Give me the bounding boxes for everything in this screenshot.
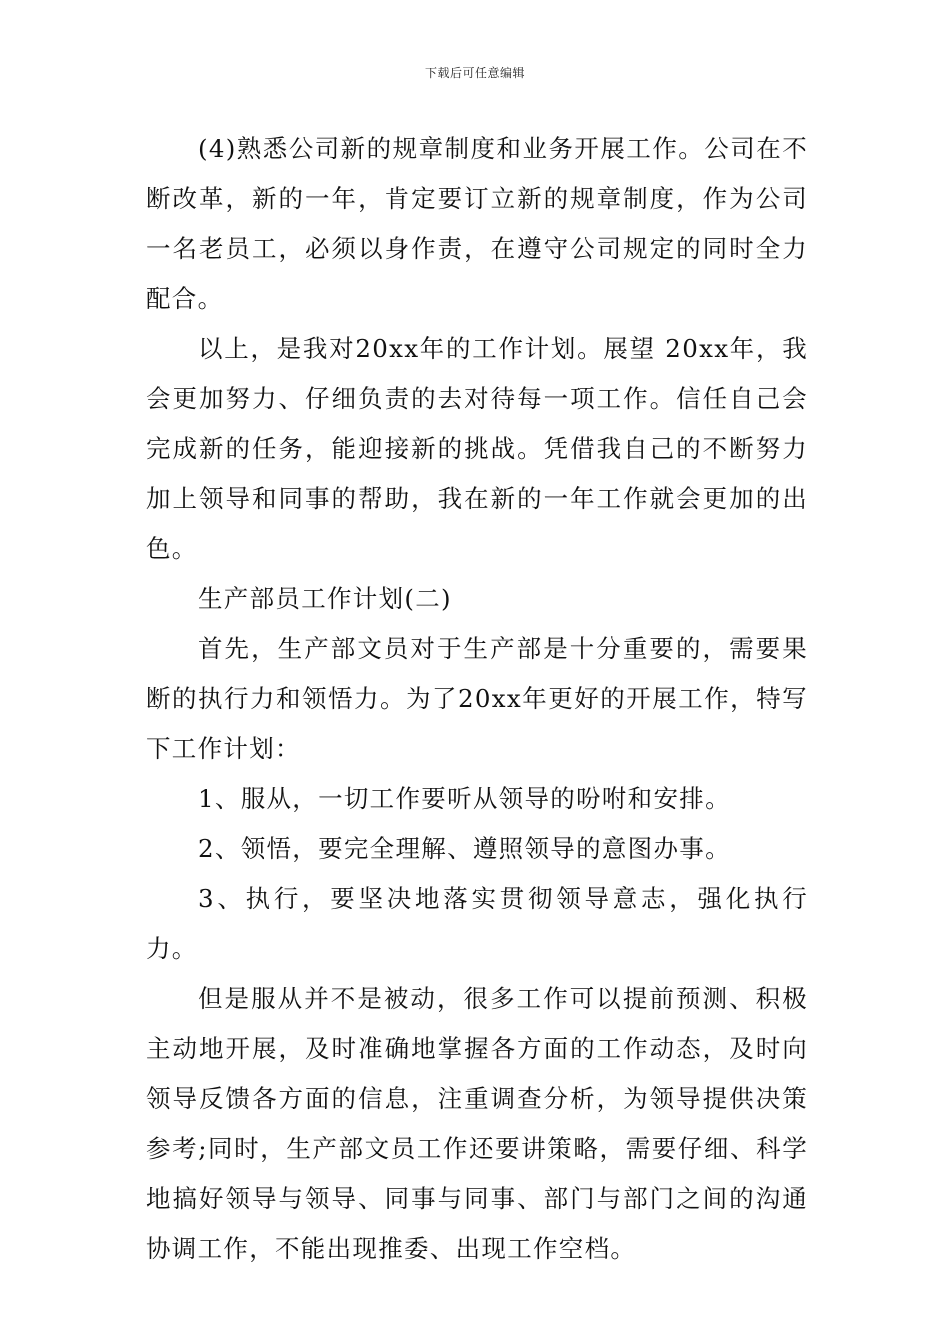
- list-item-understand: 2、领悟，要完全理解、遵照领导的意图办事。: [198, 834, 731, 863]
- list-item-obey: 1、服从，一切工作要听从领导的吩咐和安排。: [198, 784, 731, 813]
- section-heading: 生产部员工作计划(二): [198, 584, 452, 613]
- page-header-note: 下载后可任意编辑: [424, 66, 525, 80]
- paragraph-company-rules: (4)熟悉公司新的规章制度和业务开展工作。公司在不断改革，新的一年，肯定要订立新的规章制度，作为公司一名老员工，必须以身作责，在遵守公司规定的同时全力配合。: [146, 134, 808, 313]
- paragraph-intro: 首先，生产部文员对于生产部是十分重要的，需要果断的执行力和领悟力。为了20xx年更好的开展工作，特写下工作计划：: [146, 634, 808, 763]
- list-item-execute: 3、执行，要坚决地落实贯彻领导意志，强化执行力。: [146, 884, 808, 963]
- paragraph-proactive: 但是服从并不是被动，很多工作可以提前预测、积极主动地开展，及时准确地掌握各方面的工作动态，及时向领导反馈各方面的信息，注重调查分析，为领导提供决策参考;同时，生产部文员工作还要讲策略，需要仔细、科学地搞好领导与领导、同事与同事、部门与部门之间的沟通协调工作，不能出现推委、出现工作空档。: [146, 984, 808, 1263]
- document-body: [146, 124, 808, 1274]
- paragraph-work-plan-summary: 以上，是我对20xx年的工作计划。展望 20xx年，我会更加努力、仔细负责的去对待每一项工作。信任自己会完成新的任务，能迎接新的挑战。凭借我自己的不断努力加上领导和同事的帮助，我在新的一年工作就会更加的出色。: [146, 334, 808, 563]
